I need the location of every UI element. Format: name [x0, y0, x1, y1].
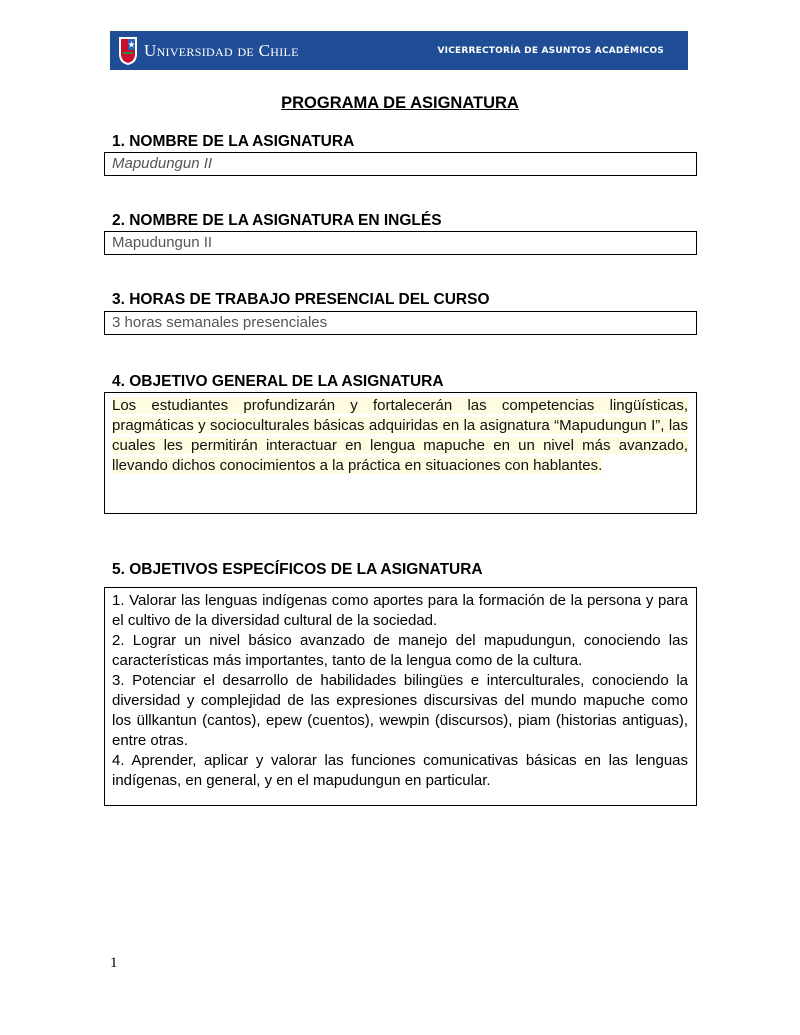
- section-5-heading: 5. OBJETIVOS ESPECÍFICOS DE LA ASIGNATURA: [112, 561, 483, 578]
- specific-objective-4: 4. Aprender, aplicar y valorar las funciones comunicativas básicas en las lenguas indígenas, en general, y en el mapudungun en particular.: [112, 752, 688, 789]
- section-4-box: [104, 392, 697, 514]
- vicerrectoria-label: VICERRECTORÍA DE ASUNTOS ACADÉMICOS: [437, 45, 664, 56]
- section-1-box: [104, 152, 697, 176]
- page-number: 1: [110, 955, 118, 971]
- section-2-heading: 2. NOMBRE DE LA ASIGNATURA EN INGLÉS: [112, 212, 442, 229]
- document-title: PROGRAMA DE ASIGNATURA: [281, 94, 519, 112]
- section-5-box: [104, 587, 697, 806]
- section-2-box: [104, 231, 697, 255]
- specific-objective-3: 3. Potenciar el desarrollo de habilidades bilingües e interculturales, conociendo la diversidad y complejidad de las expresiones discursivas del mundo mapuche como los üllkantun (cantos), epew (cuentos), wewpin (discursos), piam (historias antiguas), entre otras.: [112, 672, 688, 749]
- header-banner: [110, 31, 688, 70]
- section-1-heading: 1. NOMBRE DE LA ASIGNATURA: [112, 133, 355, 150]
- specific-objective-1: 1. Valorar las lenguas indígenas como aportes para la formación de la persona y para el cultivo de la diversidad cultural de la sociedad.: [112, 592, 688, 629]
- section-3-box: [104, 311, 697, 335]
- course-name-english: Mapudungun II: [112, 234, 213, 251]
- contact-hours: 3 horas semanales presenciales: [112, 314, 328, 331]
- section-3-heading: 3. HORAS DE TRABAJO PRESENCIAL DEL CURSO: [112, 291, 490, 308]
- university-shield-icon: [118, 36, 138, 66]
- course-name: Mapudungun II: [112, 155, 213, 172]
- university-name: Universidad de Chile: [144, 40, 299, 60]
- section-4-heading: 4. OBJETIVO GENERAL DE LA ASIGNATURA: [112, 373, 444, 390]
- specific-objective-2: 2. Lograr un nivel básico avanzado de manejo del mapudungun, conociendo las características más importantes, tanto de la lengua como de la cultura.: [112, 632, 688, 669]
- general-objective-text: Los estudiantes profundizarán y fortalecerán las competencias lingüísticas, pragmáticas y socioculturales básicas adquiridas en la asignatura “Mapudungun I”, las cuales les permitirán interactuar en lengua mapuche en un nivel más avanzado, llevando dichos conocimientos a la práctica en situaciones con hablantes.: [112, 397, 688, 474]
- university-logo: [118, 36, 299, 66]
